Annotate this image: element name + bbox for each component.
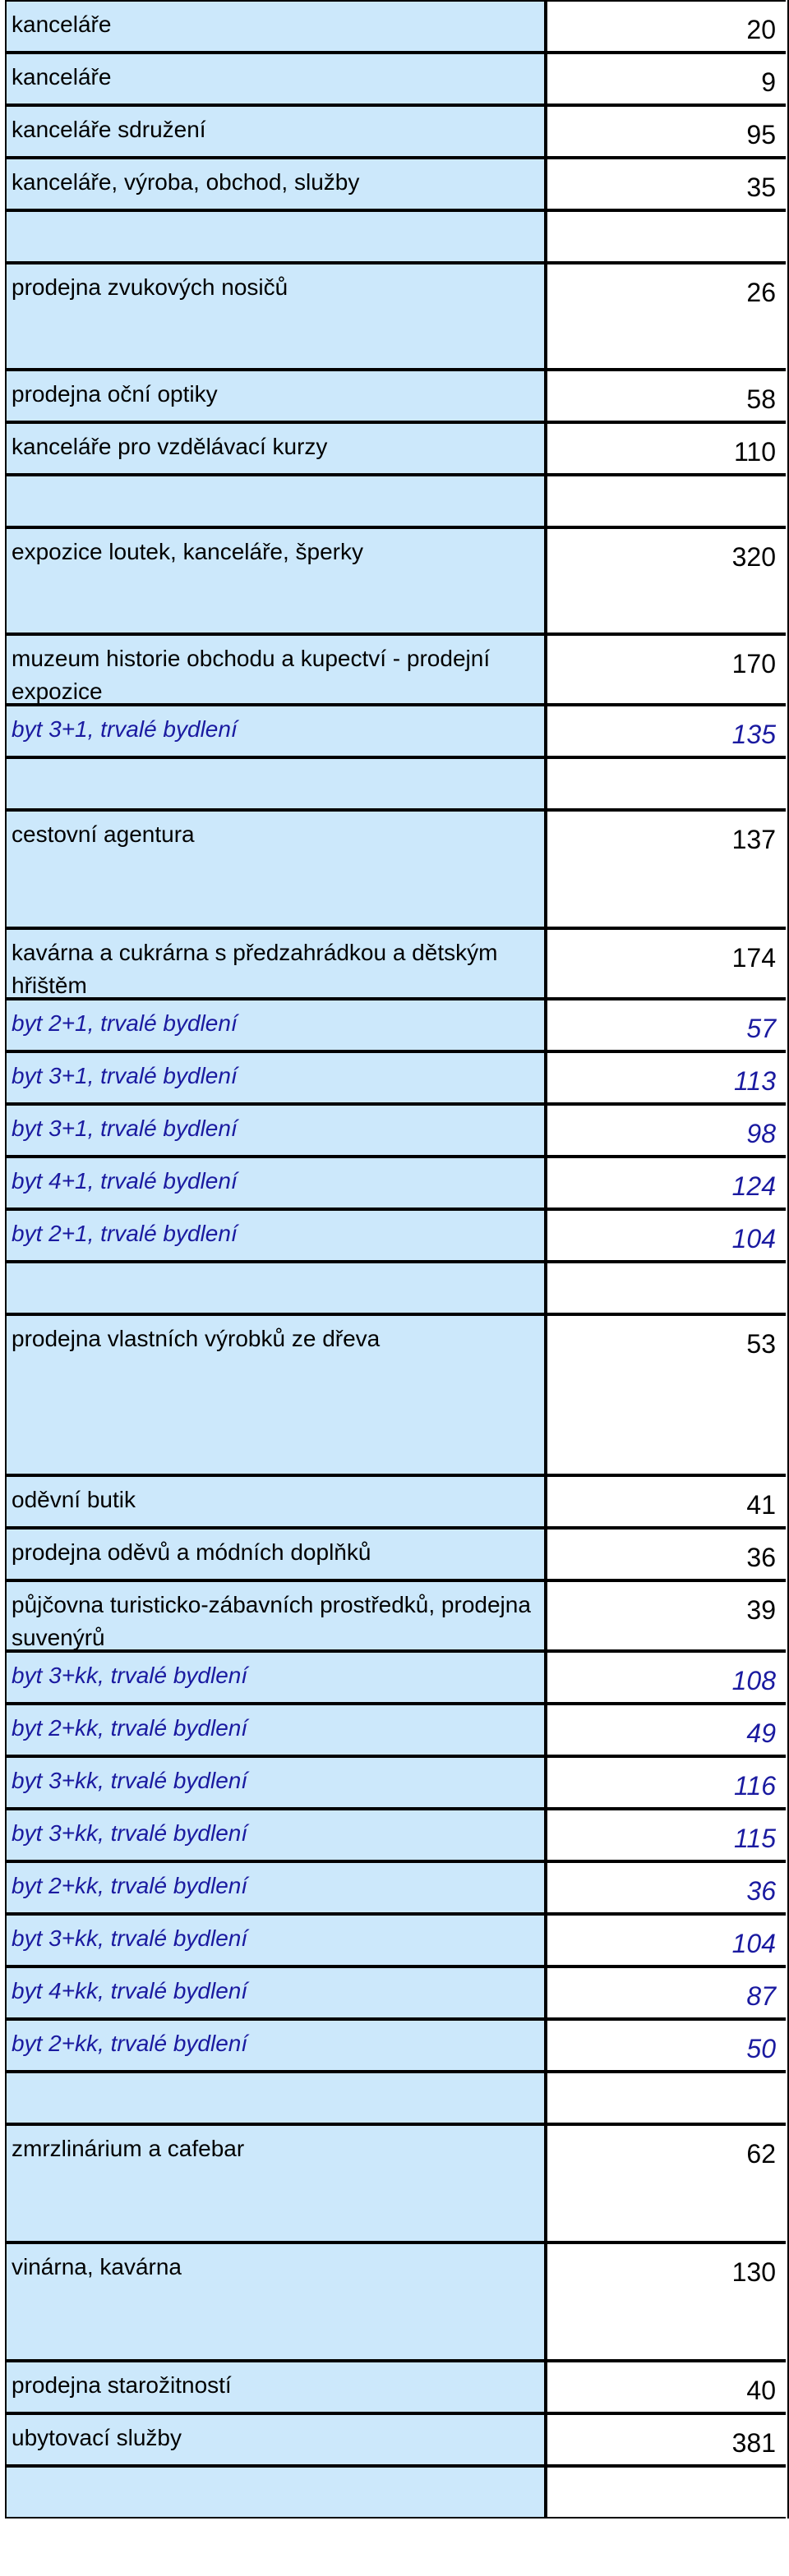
premises-description-cell: kanceláře (7, 0, 544, 53)
premises-description-cell: prodejna oční optiky (7, 370, 544, 422)
row-right-edge (786, 1157, 789, 1209)
row-right-edge (786, 928, 789, 999)
premises-description-cell: byt 3+kk, trvalé bydlení (7, 1756, 544, 1809)
row-right-edge (786, 1314, 789, 1475)
area-value-cell (547, 2466, 786, 2518)
row-left-edge (0, 1651, 7, 1704)
row-right-edge (786, 1528, 789, 1580)
row-right-edge (786, 2413, 789, 2466)
row-left-edge (0, 1262, 7, 1314)
row-right-edge (786, 2242, 789, 2361)
premises-description-cell: byt 3+kk, trvalé bydlení (7, 1809, 544, 1861)
premises-description-cell: kanceláře, výroba, obchod, služby (7, 158, 544, 210)
area-value-cell (547, 2072, 786, 2124)
area-value-cell: 320 (547, 527, 786, 634)
area-value-cell: 50 (547, 2019, 786, 2072)
premises-description-cell: kavárna a cukrárna s předzahrádkou a dětským hřištěm (7, 928, 544, 999)
area-value-cell: 108 (547, 1651, 786, 1704)
row-right-edge (786, 1104, 789, 1157)
premises-description-cell: byt 2+1, trvalé bydlení (7, 999, 544, 1051)
row-right-edge (786, 370, 789, 422)
row-right-edge (786, 1704, 789, 1756)
premises-description-cell: byt 3+kk, trvalé bydlení (7, 1914, 544, 1966)
row-left-edge (0, 1157, 7, 1209)
area-value-cell: 116 (547, 1756, 786, 1809)
premises-description-cell: ubytovací služby (7, 2413, 544, 2466)
area-value-cell: 104 (547, 1914, 786, 1966)
row-right-edge (786, 757, 789, 810)
area-value-cell: 9 (547, 53, 786, 105)
row-left-edge (0, 757, 7, 810)
area-value-cell: 113 (547, 1051, 786, 1104)
row-left-edge (0, 1809, 7, 1861)
row-left-edge (0, 53, 7, 105)
row-right-edge (786, 53, 789, 105)
area-value-cell (547, 757, 786, 810)
premises-description-cell (7, 2072, 544, 2124)
row-right-edge (786, 158, 789, 210)
row-right-edge (786, 1051, 789, 1104)
area-value-cell: 41 (547, 1475, 786, 1528)
premises-description-cell: prodejna vlastních výrobků ze dřeva (7, 1314, 544, 1475)
row-left-edge (0, 999, 7, 1051)
row-right-edge (786, 1914, 789, 1966)
row-right-edge (786, 0, 789, 53)
row-right-edge (786, 105, 789, 158)
premises-description-cell: byt 3+1, trvalé bydlení (7, 705, 544, 757)
row-right-edge (786, 1262, 789, 1314)
row-left-edge (0, 928, 7, 999)
premises-description-cell: prodejna oděvů a módních doplňků (7, 1528, 544, 1580)
area-value-cell: 137 (547, 810, 786, 928)
area-value-cell: 58 (547, 370, 786, 422)
row-left-edge (0, 0, 7, 53)
area-value-cell: 36 (547, 1528, 786, 1580)
row-right-edge (786, 2466, 789, 2518)
row-right-edge (786, 705, 789, 757)
row-left-edge (0, 1209, 7, 1262)
area-value-cell: 95 (547, 105, 786, 158)
premises-description-cell: byt 3+1, trvalé bydlení (7, 1051, 544, 1104)
row-left-edge (0, 1104, 7, 1157)
area-value-cell: 135 (547, 705, 786, 757)
premises-description-cell: byt 2+kk, trvalé bydlení (7, 1704, 544, 1756)
area-value-cell: 53 (547, 1314, 786, 1475)
premises-description-cell: prodejna zvukových nosičů (7, 263, 544, 370)
premises-description-cell: oděvní butik (7, 1475, 544, 1528)
row-right-edge (786, 1209, 789, 1262)
area-value-cell: 104 (547, 1209, 786, 1262)
premises-description-cell: byt 4+kk, trvalé bydlení (7, 1966, 544, 2019)
area-value-cell: 40 (547, 2361, 786, 2413)
premises-description-cell: cestovní agentura (7, 810, 544, 928)
row-left-edge (0, 422, 7, 475)
area-value-cell: 115 (547, 1809, 786, 1861)
row-right-edge (786, 810, 789, 928)
premises-description-cell: byt 4+1, trvalé bydlení (7, 1157, 544, 1209)
area-value-cell: 98 (547, 1104, 786, 1157)
row-left-edge (0, 1966, 7, 2019)
row-left-edge (0, 263, 7, 370)
row-right-edge (786, 2124, 789, 2242)
premises-description-cell (7, 1262, 544, 1314)
premises-description-cell: kanceláře pro vzdělávací kurzy (7, 422, 544, 475)
row-left-edge (0, 2466, 7, 2518)
row-left-edge (0, 475, 7, 527)
row-right-edge (786, 422, 789, 475)
premises-description-cell (7, 475, 544, 527)
row-right-edge (786, 1651, 789, 1704)
premises-description-cell (7, 2466, 544, 2518)
row-right-edge (786, 1475, 789, 1528)
row-right-edge (786, 999, 789, 1051)
row-right-edge (786, 1861, 789, 1914)
area-value-cell (547, 475, 786, 527)
row-right-edge (786, 2072, 789, 2124)
row-right-edge (786, 1756, 789, 1809)
premises-description-cell: kanceláře (7, 53, 544, 105)
premises-description-cell: byt 2+kk, trvalé bydlení (7, 1861, 544, 1914)
row-left-edge (0, 1475, 7, 1528)
row-right-edge (786, 2019, 789, 2072)
row-left-edge (0, 210, 7, 263)
row-left-edge (0, 1580, 7, 1651)
row-left-edge (0, 1704, 7, 1756)
row-left-edge (0, 1314, 7, 1475)
premises-description-cell: vinárna, kavárna (7, 2242, 544, 2361)
row-left-edge (0, 2124, 7, 2242)
area-value-cell: 49 (547, 1704, 786, 1756)
premises-description-cell: kanceláře sdružení (7, 105, 544, 158)
row-left-edge (0, 527, 7, 634)
premises-description-cell (7, 757, 544, 810)
premises-description-cell: byt 3+kk, trvalé bydlení (7, 1651, 544, 1704)
premises-description-cell: muzeum historie obchodu a kupectví - prodejní expozice (7, 634, 544, 705)
row-left-edge (0, 2242, 7, 2361)
area-value-cell: 124 (547, 1157, 786, 1209)
row-left-edge (0, 2413, 7, 2466)
premises-description-cell: půjčovna turisticko-zábavních prostředků, prodejna suvenýrů (7, 1580, 544, 1651)
premises-description-cell: byt 3+1, trvalé bydlení (7, 1104, 544, 1157)
premises-description-cell: byt 2+kk, trvalé bydlení (7, 2019, 544, 2072)
row-right-edge (786, 263, 789, 370)
row-left-edge (0, 634, 7, 705)
row-left-edge (0, 1051, 7, 1104)
area-value-cell (547, 210, 786, 263)
row-left-edge (0, 1861, 7, 1914)
area-value-cell (547, 1262, 786, 1314)
row-right-edge (786, 634, 789, 705)
area-value-cell: 20 (547, 0, 786, 53)
premises-description-cell: expozice loutek, kanceláře, šperky (7, 527, 544, 634)
area-value-cell: 87 (547, 1966, 786, 2019)
row-left-edge (0, 1756, 7, 1809)
row-left-edge (0, 158, 7, 210)
premises-description-cell: byt 2+1, trvalé bydlení (7, 1209, 544, 1262)
premises-description-cell: prodejna starožitností (7, 2361, 544, 2413)
row-right-edge (786, 2361, 789, 2413)
row-left-edge (0, 2361, 7, 2413)
area-value-cell: 57 (547, 999, 786, 1051)
row-left-edge (0, 705, 7, 757)
area-value-cell: 35 (547, 158, 786, 210)
row-left-edge (0, 2072, 7, 2124)
row-left-edge (0, 2019, 7, 2072)
area-value-cell: 381 (547, 2413, 786, 2466)
area-value-cell: 174 (547, 928, 786, 999)
area-value-cell: 36 (547, 1861, 786, 1914)
area-value-cell: 110 (547, 422, 786, 475)
row-right-edge (786, 210, 789, 263)
row-right-edge (786, 1809, 789, 1861)
row-right-edge (786, 1966, 789, 2019)
area-value-cell: 62 (547, 2124, 786, 2242)
row-left-edge (0, 370, 7, 422)
premises-description-cell (7, 210, 544, 263)
row-right-edge (786, 475, 789, 527)
area-value-cell: 170 (547, 634, 786, 705)
row-right-edge (786, 527, 789, 634)
row-left-edge (0, 1914, 7, 1966)
area-value-cell: 26 (547, 263, 786, 370)
area-value-cell: 39 (547, 1580, 786, 1651)
area-value-cell: 130 (547, 2242, 786, 2361)
premises-description-cell: zmrzlinárium a cafebar (7, 2124, 544, 2242)
row-left-edge (0, 105, 7, 158)
row-right-edge (786, 1580, 789, 1651)
row-left-edge (0, 1528, 7, 1580)
row-left-edge (0, 810, 7, 928)
